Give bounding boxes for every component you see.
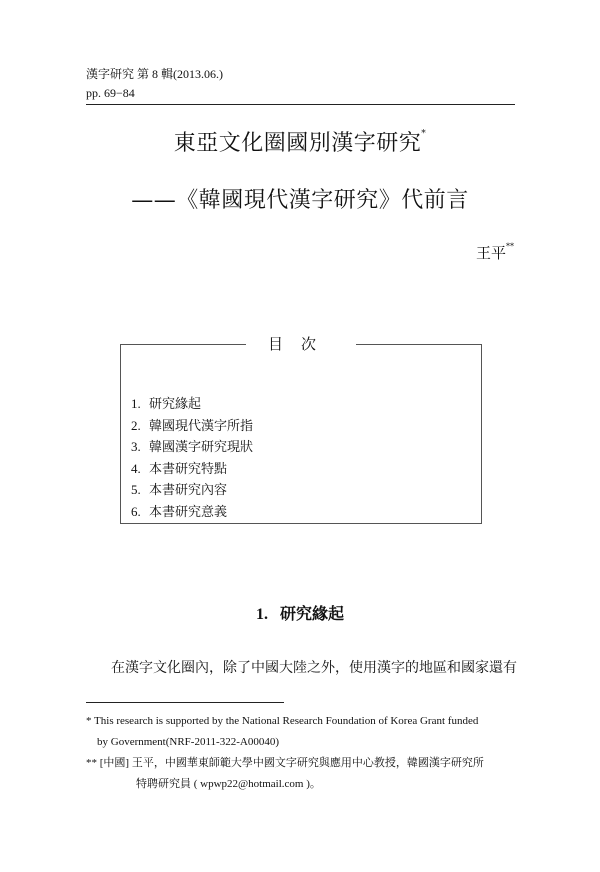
toc-item-number: 4. [131,460,141,476]
toc-item-number: 2. [131,417,141,433]
footnote-rule [86,702,284,703]
toc-item-number: 3. [131,439,141,454]
toc-item [131,436,253,458]
paper-subtitle: ——《韓國現代漢字研究》代前言 [131,188,469,213]
toc-item-number: 6. [131,503,141,519]
paper-title-text: 東亞文化圈國別漢字研究 [173,131,422,156]
toc-item-label: 本書研究內容 [149,483,228,498]
toc-box [120,335,482,524]
toc-item-label: 本書研究意義 [149,504,228,520]
toc-heading-wrap [121,333,481,354]
toc-item-number: 5. [131,482,141,497]
toc-item-label: 研究緣起 [149,397,202,412]
title-footnote-mark: * [421,129,427,139]
toc-item [131,479,253,501]
footnote-2-line-1: ** [中國] 王平，中國華東師範大學中國文字研究與應用中心教授，韓國漢字研究所 [86,757,484,769]
toc-item [131,393,253,415]
toc-item-label: 韓國現代漢字所指 [149,418,254,434]
toc-item-label: 韓國漢字研究現狀 [149,440,254,455]
footnote-1-line-2: by Government(NRF-2011-322-A00040) [97,736,279,748]
footnote-2-line-2: 特聘研究員 ( wpwp22@hotmail.com )。 [136,778,321,790]
author-footnote-mark: ** [506,242,514,251]
journal-name: 漢字研究 第 8 輯(2013.06.) [86,67,223,81]
toc-item [131,415,253,437]
toc-list [131,393,253,522]
author-name: 王平 [475,244,506,262]
section-heading [0,601,600,624]
section-title: 研究緣起 [279,604,344,623]
footnote-1-line-1: * This research is supported by the National Research Foundation of Korea Grant funded [86,715,479,727]
paper-title [0,130,600,158]
section-number: 1. [255,606,268,623]
toc-item-label: 本書研究特點 [149,461,228,477]
toc-item [131,458,253,480]
toc-item-number: 1. [131,396,141,411]
body-paragraph: 在漢字文化圈內，除了中國大陸之外，使用漢字的地區和國家還有 [111,660,517,676]
author [476,242,514,263]
header-rule [86,104,515,105]
toc-heading: 目次 [246,335,356,353]
toc-item [131,501,253,523]
page-range: pp. 69−84 [86,86,135,100]
